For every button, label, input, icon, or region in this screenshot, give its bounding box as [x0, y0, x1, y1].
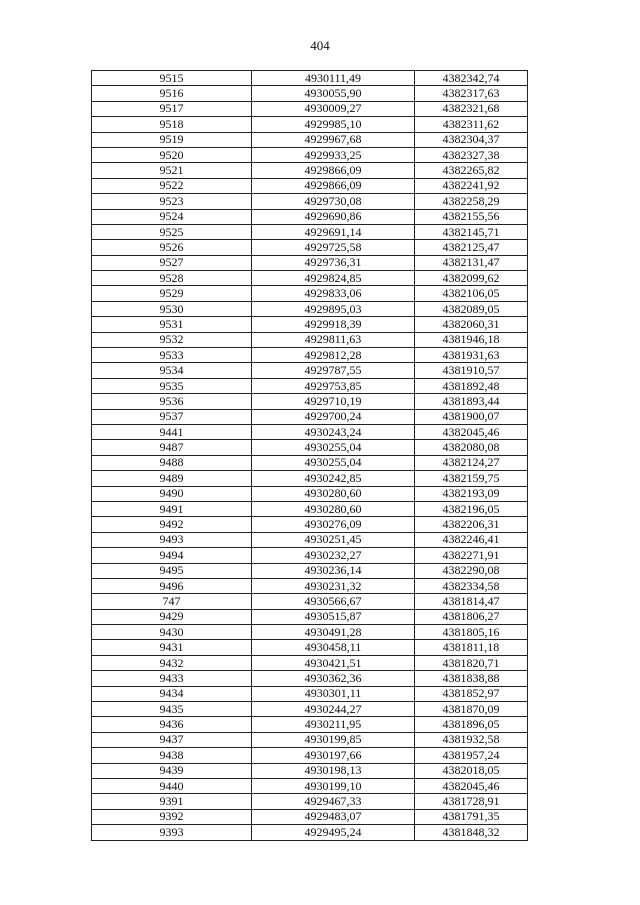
y-coordinate-cell: 4381820,71 — [415, 655, 528, 670]
point-number-cell: 9391 — [92, 794, 252, 809]
x-coordinate-cell: 4929866,09 — [252, 178, 415, 193]
x-coordinate-cell: 4930491,28 — [252, 625, 415, 640]
point-number-cell: 9535 — [92, 378, 252, 393]
x-coordinate-cell: 4929725,58 — [252, 240, 415, 255]
point-number-cell: 9526 — [92, 240, 252, 255]
x-coordinate-cell: 4929730,08 — [252, 194, 415, 209]
y-coordinate-cell: 4382342,74 — [415, 71, 528, 86]
point-number-cell: 9516 — [92, 86, 252, 101]
table-row — [92, 594, 528, 609]
point-number-cell: 9524 — [92, 209, 252, 224]
x-coordinate-cell: 4930244,27 — [252, 702, 415, 717]
table-row — [92, 163, 528, 178]
table-row — [92, 132, 528, 147]
x-coordinate-cell: 4930198,13 — [252, 763, 415, 778]
y-coordinate-cell: 4381805,16 — [415, 625, 528, 640]
table-row — [92, 763, 528, 778]
table-row — [92, 378, 528, 393]
x-coordinate-cell: 4929483,07 — [252, 809, 415, 824]
table-row — [92, 809, 528, 824]
coordinates-table — [91, 70, 528, 841]
y-coordinate-cell: 4381893,44 — [415, 394, 528, 409]
table-row — [92, 409, 528, 424]
table-row — [92, 440, 528, 455]
y-coordinate-cell: 4382290,08 — [415, 563, 528, 578]
table-row — [92, 240, 528, 255]
x-coordinate-cell: 4929967,68 — [252, 132, 415, 147]
point-number-cell: 9429 — [92, 609, 252, 624]
table-row — [92, 194, 528, 209]
table-row — [92, 271, 528, 286]
y-coordinate-cell: 4382159,75 — [415, 471, 528, 486]
x-coordinate-cell: 4930231,32 — [252, 578, 415, 593]
point-number-cell: 9440 — [92, 778, 252, 793]
y-coordinate-cell: 4382193,09 — [415, 486, 528, 501]
x-coordinate-cell: 4930199,85 — [252, 732, 415, 747]
point-number-cell: 9520 — [92, 147, 252, 162]
table-row — [92, 317, 528, 332]
point-number-cell: 9496 — [92, 578, 252, 593]
table-row — [92, 640, 528, 655]
x-coordinate-cell: 4930458,11 — [252, 640, 415, 655]
point-number-cell: 9441 — [92, 424, 252, 439]
table-row — [92, 563, 528, 578]
y-coordinate-cell: 4382196,05 — [415, 501, 528, 516]
y-coordinate-cell: 4382125,47 — [415, 240, 528, 255]
point-number-cell: 9531 — [92, 317, 252, 332]
x-coordinate-cell: 4929866,09 — [252, 163, 415, 178]
point-number-cell: 9437 — [92, 732, 252, 747]
point-number-cell: 9527 — [92, 255, 252, 270]
point-number-cell: 9435 — [92, 702, 252, 717]
point-number-cell: 9534 — [92, 363, 252, 378]
point-number-cell: 747 — [92, 594, 252, 609]
table-row — [92, 778, 528, 793]
table-row — [92, 209, 528, 224]
point-number-cell: 9433 — [92, 671, 252, 686]
table-row — [92, 748, 528, 763]
table-row — [92, 101, 528, 116]
x-coordinate-cell: 4929933,25 — [252, 147, 415, 162]
point-number-cell: 9431 — [92, 640, 252, 655]
y-coordinate-cell: 4381931,63 — [415, 348, 528, 363]
table-row — [92, 532, 528, 547]
y-coordinate-cell: 4382124,27 — [415, 455, 528, 470]
table-row — [92, 471, 528, 486]
y-coordinate-cell: 4382099,62 — [415, 271, 528, 286]
x-coordinate-cell: 4930566,67 — [252, 594, 415, 609]
x-coordinate-cell: 4929787,55 — [252, 363, 415, 378]
table-row — [92, 286, 528, 301]
point-number-cell: 9434 — [92, 686, 252, 701]
y-coordinate-cell: 4382045,46 — [415, 424, 528, 439]
point-number-cell: 9487 — [92, 440, 252, 455]
table-row — [92, 671, 528, 686]
y-coordinate-cell: 4382265,82 — [415, 163, 528, 178]
x-coordinate-cell: 4929811,63 — [252, 332, 415, 347]
page-number: 404 — [310, 38, 330, 53]
point-number-cell: 9432 — [92, 655, 252, 670]
table-row — [92, 732, 528, 747]
table-row — [92, 686, 528, 701]
table-row — [92, 609, 528, 624]
table-row — [92, 794, 528, 809]
point-number-cell: 9518 — [92, 117, 252, 132]
y-coordinate-cell: 4382311,62 — [415, 117, 528, 132]
x-coordinate-cell: 4930243,24 — [252, 424, 415, 439]
point-number-cell: 9528 — [92, 271, 252, 286]
x-coordinate-cell: 4929710,19 — [252, 394, 415, 409]
point-number-cell: 9533 — [92, 348, 252, 363]
table-row — [92, 486, 528, 501]
point-number-cell: 9491 — [92, 501, 252, 516]
table-row — [92, 301, 528, 316]
x-coordinate-cell: 4930280,60 — [252, 501, 415, 516]
y-coordinate-cell: 4382106,05 — [415, 286, 528, 301]
table-row — [92, 86, 528, 101]
point-number-cell: 9522 — [92, 178, 252, 193]
x-coordinate-cell: 4930255,04 — [252, 440, 415, 455]
x-coordinate-cell: 4930111,49 — [252, 71, 415, 86]
table-row — [92, 332, 528, 347]
y-coordinate-cell: 4381848,32 — [415, 825, 528, 840]
x-coordinate-cell: 4929736,31 — [252, 255, 415, 270]
x-coordinate-cell: 4929833,06 — [252, 286, 415, 301]
y-coordinate-cell: 4381838,88 — [415, 671, 528, 686]
y-coordinate-cell: 4382131,47 — [415, 255, 528, 270]
x-coordinate-cell: 4930009,27 — [252, 101, 415, 116]
x-coordinate-cell: 4930236,14 — [252, 563, 415, 578]
point-number-cell: 9529 — [92, 286, 252, 301]
x-coordinate-cell: 4930301,11 — [252, 686, 415, 701]
y-coordinate-cell: 4381870,09 — [415, 702, 528, 717]
table-row — [92, 548, 528, 563]
x-coordinate-cell: 4930276,09 — [252, 517, 415, 532]
x-coordinate-cell: 4929985,10 — [252, 117, 415, 132]
x-coordinate-cell: 4929495,24 — [252, 825, 415, 840]
y-coordinate-cell: 4381728,91 — [415, 794, 528, 809]
y-coordinate-cell: 4382317,63 — [415, 86, 528, 101]
table-row — [92, 625, 528, 640]
y-coordinate-cell: 4382246,41 — [415, 532, 528, 547]
y-coordinate-cell: 4382145,71 — [415, 224, 528, 239]
x-coordinate-cell: 4930515,87 — [252, 609, 415, 624]
table-row — [92, 224, 528, 239]
x-coordinate-cell: 4930362,36 — [252, 671, 415, 686]
x-coordinate-cell: 4930251,45 — [252, 532, 415, 547]
table-row — [92, 71, 528, 86]
y-coordinate-cell: 4381910,57 — [415, 363, 528, 378]
y-coordinate-cell: 4382206,31 — [415, 517, 528, 532]
y-coordinate-cell: 4382045,46 — [415, 778, 528, 793]
point-number-cell: 9430 — [92, 625, 252, 640]
point-number-cell: 9490 — [92, 486, 252, 501]
table-row — [92, 501, 528, 516]
table-row — [92, 455, 528, 470]
y-coordinate-cell: 4381892,48 — [415, 378, 528, 393]
x-coordinate-cell: 4930211,95 — [252, 717, 415, 732]
table-row — [92, 825, 528, 840]
table-row — [92, 348, 528, 363]
table-row — [92, 578, 528, 593]
point-number-cell: 9494 — [92, 548, 252, 563]
point-number-cell: 9493 — [92, 532, 252, 547]
point-number-cell: 9488 — [92, 455, 252, 470]
table-row — [92, 117, 528, 132]
y-coordinate-cell: 4381932,58 — [415, 732, 528, 747]
y-coordinate-cell: 4382060,31 — [415, 317, 528, 332]
point-number-cell: 9438 — [92, 748, 252, 763]
table-row — [92, 255, 528, 270]
point-number-cell: 9439 — [92, 763, 252, 778]
point-number-cell: 9523 — [92, 194, 252, 209]
point-number-cell: 9517 — [92, 101, 252, 116]
x-coordinate-cell: 4929700,24 — [252, 409, 415, 424]
y-coordinate-cell: 4382258,29 — [415, 194, 528, 209]
x-coordinate-cell: 4930197,66 — [252, 748, 415, 763]
y-coordinate-cell: 4382089,05 — [415, 301, 528, 316]
x-coordinate-cell: 4929690,86 — [252, 209, 415, 224]
y-coordinate-cell: 4381811,18 — [415, 640, 528, 655]
point-number-cell: 9489 — [92, 471, 252, 486]
point-number-cell: 9525 — [92, 224, 252, 239]
y-coordinate-cell: 4382080,08 — [415, 440, 528, 455]
y-coordinate-cell: 4381852,97 — [415, 686, 528, 701]
y-coordinate-cell: 4381791,35 — [415, 809, 528, 824]
point-number-cell: 9492 — [92, 517, 252, 532]
table-row — [92, 655, 528, 670]
x-coordinate-cell: 4929895,03 — [252, 301, 415, 316]
point-number-cell: 9536 — [92, 394, 252, 409]
y-coordinate-cell: 4382241,92 — [415, 178, 528, 193]
point-number-cell: 9515 — [92, 71, 252, 86]
y-coordinate-cell: 4382155,56 — [415, 209, 528, 224]
y-coordinate-cell: 4382321,68 — [415, 101, 528, 116]
x-coordinate-cell: 4930242,85 — [252, 471, 415, 486]
x-coordinate-cell: 4929753,85 — [252, 378, 415, 393]
y-coordinate-cell: 4382334,58 — [415, 578, 528, 593]
table-row — [92, 424, 528, 439]
y-coordinate-cell: 4381806,27 — [415, 609, 528, 624]
table-row — [92, 363, 528, 378]
y-coordinate-cell: 4382327,38 — [415, 147, 528, 162]
point-number-cell: 9532 — [92, 332, 252, 347]
y-coordinate-cell: 4381896,05 — [415, 717, 528, 732]
x-coordinate-cell: 4929812,28 — [252, 348, 415, 363]
table-row — [92, 147, 528, 162]
y-coordinate-cell: 4382018,05 — [415, 763, 528, 778]
table-row — [92, 702, 528, 717]
point-number-cell: 9519 — [92, 132, 252, 147]
point-number-cell: 9393 — [92, 825, 252, 840]
x-coordinate-cell: 4929824,85 — [252, 271, 415, 286]
x-coordinate-cell: 4929691,14 — [252, 224, 415, 239]
point-number-cell: 9537 — [92, 409, 252, 424]
point-number-cell: 9495 — [92, 563, 252, 578]
table-row — [92, 178, 528, 193]
y-coordinate-cell: 4382304,37 — [415, 132, 528, 147]
table-row — [92, 517, 528, 532]
point-number-cell: 9436 — [92, 717, 252, 732]
x-coordinate-cell: 4930421,51 — [252, 655, 415, 670]
point-number-cell: 9392 — [92, 809, 252, 824]
x-coordinate-cell: 4930199,10 — [252, 778, 415, 793]
table-row — [92, 717, 528, 732]
y-coordinate-cell: 4382271,91 — [415, 548, 528, 563]
point-number-cell: 9530 — [92, 301, 252, 316]
x-coordinate-cell: 4930055,90 — [252, 86, 415, 101]
point-number-cell: 9521 — [92, 163, 252, 178]
table-row — [92, 394, 528, 409]
y-coordinate-cell: 4381900,07 — [415, 409, 528, 424]
table-body — [92, 71, 528, 841]
y-coordinate-cell: 4381946,18 — [415, 332, 528, 347]
x-coordinate-cell: 4929467,33 — [252, 794, 415, 809]
x-coordinate-cell: 4930232,27 — [252, 548, 415, 563]
x-coordinate-cell: 4930255,04 — [252, 455, 415, 470]
x-coordinate-cell: 4930280,60 — [252, 486, 415, 501]
x-coordinate-cell: 4929918,39 — [252, 317, 415, 332]
y-coordinate-cell: 4381957,24 — [415, 748, 528, 763]
y-coordinate-cell: 4381814,47 — [415, 594, 528, 609]
